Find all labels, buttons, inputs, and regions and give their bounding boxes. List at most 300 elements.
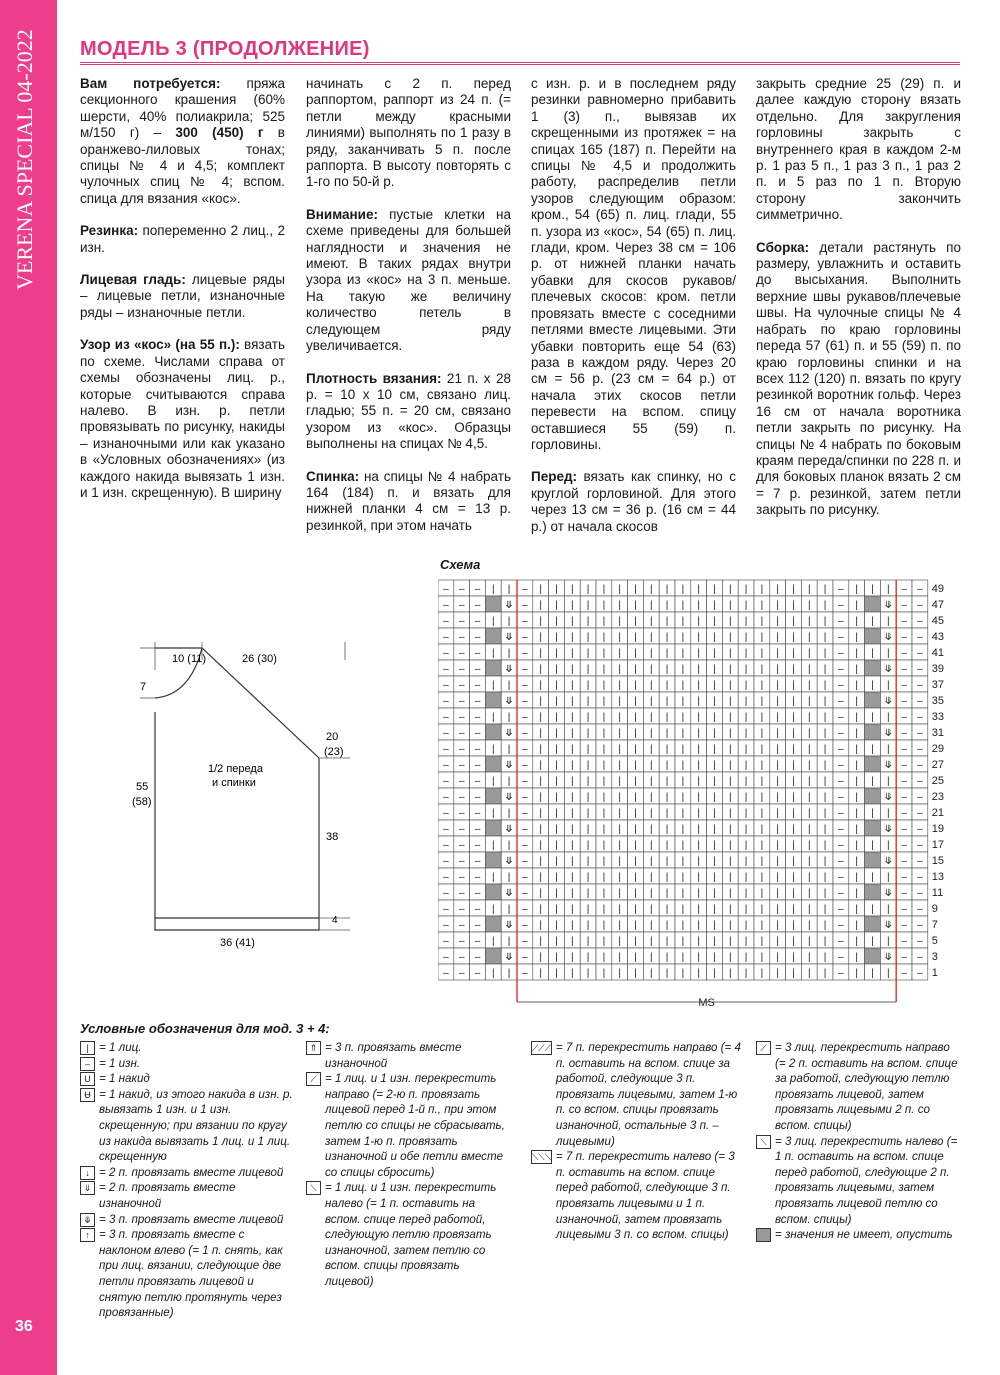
chart-symbol: |	[618, 616, 622, 627]
chart-symbol: |	[713, 792, 716, 803]
chart-symbol: |	[570, 744, 574, 755]
chart-symbol: –	[458, 664, 465, 675]
chart-symbol: ⤋	[504, 952, 514, 963]
chart-symbol: –	[458, 680, 465, 691]
chart-symbol: –	[474, 824, 481, 835]
chart-symbol: |	[586, 872, 590, 883]
chart-symbol: –	[474, 952, 481, 963]
chart-symbol: –	[838, 792, 844, 803]
chart-cell	[485, 660, 501, 676]
paragraph: Резинка: попеременно 2 лиц., 2 изн.	[80, 223, 285, 255]
chart-symbol: |	[649, 616, 653, 627]
chart-symbol: –	[443, 792, 449, 803]
chart-symbol: |	[760, 952, 764, 963]
text-column-4	[756, 76, 961, 535]
legend-text: = 1 накид, из этого накида в изн. р. вывязать 1 изн. и 1 изн. скрещенную; при вязании по кругу из накида вывязать 1 лиц. и 1 лиц. скрещенную	[99, 1087, 293, 1164]
chart-symbol: |	[744, 936, 748, 947]
chart-symbol: |	[618, 952, 622, 963]
chart-cell	[485, 724, 501, 740]
chart-symbol: |	[792, 792, 795, 803]
chart-symbol: –	[917, 920, 923, 931]
chart-symbol: |	[776, 920, 780, 931]
chart-symbol: |	[555, 600, 558, 611]
chart-symbol: –	[917, 792, 923, 803]
chart-symbol: |	[871, 840, 874, 851]
chart-symbol: |	[807, 680, 811, 691]
row-number: 3	[931, 951, 938, 963]
legend-item	[80, 1180, 295, 1211]
chart-symbol: ⤋	[504, 888, 514, 899]
chart-symbol: |	[744, 728, 748, 739]
chart-symbol: |	[776, 872, 780, 883]
chart-symbol: |	[744, 760, 748, 771]
chart-symbol: |	[618, 904, 622, 915]
chart-symbol: |	[539, 936, 543, 947]
chart-symbol: –	[901, 584, 907, 595]
chart-symbol: |	[618, 744, 622, 755]
chart-symbol: |	[728, 808, 732, 819]
chart-symbol: |	[681, 728, 685, 739]
chart-symbol: |	[649, 632, 653, 643]
chart-symbol: |	[697, 712, 701, 723]
legend-symbol-icon: ↑	[80, 1228, 95, 1242]
chart-symbol: |	[570, 648, 574, 659]
legend-item	[531, 1040, 746, 1149]
chart-symbol: –	[443, 936, 449, 947]
chart-symbol: –	[917, 728, 923, 739]
chart-symbol: |	[665, 856, 669, 867]
page-title: МОДЕЛЬ 3 (ПРОДОЛЖЕНИЕ)	[80, 38, 370, 60]
chart-symbol: –	[838, 776, 844, 787]
chart-symbol: |	[602, 968, 606, 979]
legend-column-2	[306, 1040, 511, 1290]
chart-symbol: |	[776, 936, 780, 947]
chart-symbol: |	[871, 808, 874, 819]
chart-symbol: –	[917, 936, 923, 947]
chart-symbol: –	[838, 632, 844, 643]
legend-symbol-icon: ⤋	[80, 1213, 95, 1227]
chart-symbol: –	[917, 824, 923, 835]
chart-symbol: –	[838, 872, 844, 883]
chart-symbol: |	[491, 776, 495, 787]
chart-symbol: |	[823, 584, 827, 595]
chart-symbol: |	[602, 824, 606, 835]
legend-text: = 3 лиц. перекрестить направо (= 2 п. оставить на вспом. спице за работой, следующую петлю провязать лицевой, затем провязать лицевыми 2 п. со вспом. спицы)	[775, 1041, 958, 1132]
chart-symbol: |	[697, 600, 701, 611]
legend-item	[756, 1134, 961, 1228]
chart-symbol: |	[665, 792, 669, 803]
chart-cell	[865, 788, 881, 804]
chart-symbol: –	[443, 760, 449, 771]
row-number: 1	[931, 967, 938, 979]
chart-symbol: |	[681, 664, 685, 675]
chart-symbol: |	[681, 776, 685, 787]
chart-symbol: |	[807, 696, 811, 707]
legend-item	[80, 1056, 295, 1072]
chart-symbol: |	[539, 664, 543, 675]
chart-symbol: |	[586, 712, 590, 723]
chart-symbol: |	[792, 664, 795, 675]
chart-symbol: |	[807, 792, 811, 803]
legend-symbol-icon: U	[80, 1072, 95, 1086]
chart-symbol: |	[728, 968, 732, 979]
chart-symbol: |	[634, 920, 637, 931]
chart-symbol: |	[681, 968, 685, 979]
chart-symbol: –	[458, 600, 465, 611]
chart-symbol: |	[665, 936, 669, 947]
chart-symbol: |	[570, 840, 574, 851]
chart-symbol: |	[618, 840, 622, 851]
chart-symbol: –	[917, 904, 923, 915]
chart-symbol: –	[901, 936, 907, 947]
chart-symbol: |	[728, 904, 732, 915]
row-number: 15	[931, 855, 945, 867]
chart-symbol: |	[555, 888, 558, 899]
chart-symbol: –	[917, 808, 923, 819]
chart-symbol: –	[458, 872, 465, 883]
chart-symbol: –	[838, 904, 844, 915]
chart-symbol: |	[823, 776, 827, 787]
chart-symbol: |	[792, 584, 795, 595]
chart-symbol: |	[649, 728, 653, 739]
chart-cell	[865, 692, 881, 708]
chart-symbol: –	[522, 904, 528, 915]
chart-symbol: –	[474, 840, 481, 851]
chart-symbol: |	[871, 936, 874, 947]
chart-symbol: |	[728, 888, 732, 899]
chart-symbol: ⤋	[504, 824, 514, 835]
chart-symbol: |	[823, 712, 827, 723]
chart-symbol: |	[634, 936, 637, 947]
chart-symbol: |	[760, 632, 764, 643]
text-column-3	[531, 76, 736, 551]
chart-symbol: |	[807, 632, 811, 643]
chart-symbol: |	[744, 680, 748, 691]
chart-symbol: –	[522, 600, 528, 611]
chart-symbol: |	[634, 696, 637, 707]
chart-symbol: |	[665, 728, 669, 739]
chart-symbol: |	[760, 920, 764, 931]
chart-symbol: |	[681, 760, 685, 771]
chart-symbol: |	[744, 632, 748, 643]
chart-symbol: |	[681, 696, 685, 707]
chart-symbol: |	[871, 968, 874, 979]
chart-symbol: |	[760, 648, 764, 659]
paragraph: Плотность вязания: 21 п. х 28 р. = 10 х 10 см, связано лиц. гладью; 55 п. = 20 см, связано узором из «кос». Образцы выполнены на спицах № 4,5.	[306, 370, 511, 452]
chart-symbol: –	[522, 968, 528, 979]
chart-symbol: |	[665, 648, 669, 659]
chart-symbol: |	[760, 712, 764, 723]
chart-symbol: –	[474, 776, 481, 787]
chart-symbol: |	[539, 728, 543, 739]
chart-symbol: |	[855, 616, 859, 627]
chart-symbol: |	[539, 824, 543, 835]
chart-symbol: |	[618, 728, 622, 739]
chart-symbol: |	[491, 968, 495, 979]
legend-text: = 3 п. провязать вместе с наклоном влево (= 1 п. снять, как при лиц. вязании, следующие две петли провязать лицевой и снятую петлю протянуть через провязанные)	[99, 1228, 283, 1320]
chart-symbol: |	[539, 840, 543, 851]
chart-symbol: |	[570, 696, 574, 707]
chart-symbol: |	[649, 696, 653, 707]
chart-symbol: ⤋	[884, 888, 893, 899]
chart-symbol: |	[555, 728, 558, 739]
chart-symbol: |	[886, 744, 890, 755]
chart-symbol: |	[570, 600, 574, 611]
chart-symbol: |	[792, 824, 795, 835]
chart-symbol: |	[776, 712, 780, 723]
chart-symbol: |	[807, 904, 811, 915]
chart-symbol: |	[634, 712, 637, 723]
chart-symbol: –	[838, 824, 844, 835]
chart-symbol: |	[681, 616, 685, 627]
neck-width: 10 (11)	[172, 653, 207, 665]
chart-symbol: |	[760, 584, 764, 595]
chart-symbol: |	[697, 968, 701, 979]
chart-symbol: –	[522, 584, 528, 595]
chart-symbol: –	[458, 824, 465, 835]
chart-symbol: |	[618, 872, 622, 883]
chart-symbol: |	[807, 824, 811, 835]
chart-symbol: |	[823, 968, 827, 979]
legend-item	[80, 1071, 295, 1087]
chart-symbol: –	[522, 680, 528, 691]
chart-symbol: |	[728, 840, 732, 851]
chart-symbol: |	[649, 872, 653, 883]
legend-item	[306, 1071, 511, 1180]
chart-symbol: –	[838, 936, 844, 947]
chart-symbol: |	[713, 728, 716, 739]
chart-symbol: |	[507, 648, 511, 659]
chart-symbol: |	[681, 632, 685, 643]
chart-symbol: –	[917, 856, 923, 867]
chart-symbol: |	[649, 664, 653, 675]
chart-symbol: |	[602, 664, 606, 675]
chart-symbol: |	[728, 792, 732, 803]
chart-symbol: |	[760, 936, 764, 947]
chart-symbol: |	[776, 968, 780, 979]
chart-symbol: |	[886, 840, 890, 851]
paragraph: закрыть средние 25 (29) п. и далее каждую сторону вязать отдельно. Для закругления горловины закрыть с внутреннего края в каждом 2-м р. 1 раз 5 п., 1 раз 3 п., 1 раз 2 п. и 5 раз по 1 п. Вторую сторону закончить симметрично.	[756, 76, 961, 223]
chart-symbol: |	[665, 616, 669, 627]
legend-symbol-icon: ⟋⟋⟋	[532, 1043, 551, 1053]
chart-symbol: |	[649, 840, 653, 851]
chart-symbol: |	[681, 904, 685, 915]
chart-symbol: |	[776, 840, 780, 851]
chart-symbol: –	[522, 872, 528, 883]
chart-symbol: |	[871, 712, 874, 723]
chart-symbol: |	[665, 632, 669, 643]
chart-symbol: |	[776, 856, 780, 867]
row-number: 17	[931, 839, 945, 851]
chart-symbol: |	[713, 744, 716, 755]
chart-symbol: |	[823, 744, 827, 755]
chart-symbol: –	[458, 952, 465, 963]
chart-symbol: |	[871, 584, 874, 595]
chart-symbol: |	[792, 696, 795, 707]
chart-cell	[865, 756, 881, 772]
chart-symbol: –	[901, 872, 907, 883]
row-number: 45	[931, 615, 945, 627]
chart-symbol: |	[602, 744, 606, 755]
chart-symbol: |	[697, 728, 701, 739]
chart-symbol: |	[634, 952, 637, 963]
chart-symbol: |	[886, 712, 890, 723]
chart-symbol: –	[474, 808, 481, 819]
chart-symbol: |	[760, 856, 764, 867]
chart-symbol: |	[618, 680, 622, 691]
chart-symbol: –	[522, 888, 528, 899]
chart-symbol: |	[760, 840, 764, 851]
chart-symbol: |	[618, 696, 622, 707]
chart-symbol: |	[855, 664, 859, 675]
chart-symbol: –	[917, 776, 923, 787]
chart-symbol: |	[618, 712, 622, 723]
chart-symbol: ⤋	[884, 856, 893, 867]
chart-symbol: |	[634, 968, 637, 979]
chart-symbol: |	[665, 888, 669, 899]
chart-symbol: ⤋	[504, 600, 514, 611]
chart-symbol: –	[917, 680, 923, 691]
chart-symbol: –	[901, 744, 907, 755]
chart-symbol: |	[886, 808, 890, 819]
chart-symbol: |	[871, 744, 874, 755]
chart-symbol: –	[443, 856, 449, 867]
row-number: 25	[931, 775, 945, 787]
chart-symbol: |	[507, 616, 511, 627]
chart-symbol: –	[443, 904, 449, 915]
magazine-label: VERENA SPECIAL 04-2022	[12, 29, 37, 290]
chart-symbol: |	[570, 888, 574, 899]
chart-symbol: |	[871, 776, 874, 787]
chart-symbol: –	[458, 776, 465, 787]
row-number: 35	[931, 695, 945, 707]
chart-symbol: |	[744, 808, 748, 819]
chart-symbol: |	[649, 648, 653, 659]
chart-symbol: |	[618, 632, 622, 643]
chart-symbol: |	[697, 616, 701, 627]
chart-symbol: –	[917, 888, 923, 899]
chart-symbol: |	[776, 744, 780, 755]
chart-cell	[865, 660, 881, 676]
chart-symbol: –	[522, 744, 528, 755]
schema-title: Схема	[440, 557, 481, 572]
chart-symbol: |	[776, 664, 780, 675]
chart-symbol: –	[917, 744, 923, 755]
chart-symbol: –	[917, 760, 923, 771]
band-height: 4	[332, 915, 338, 926]
chart-symbol: |	[697, 664, 701, 675]
chart-symbol: –	[458, 728, 465, 739]
chart-cell	[865, 884, 881, 900]
legend-item	[756, 1040, 961, 1134]
chart-symbol: |	[823, 648, 827, 659]
chart-symbol: ⤋	[504, 856, 514, 867]
chart-symbol: |	[602, 696, 606, 707]
chart-symbol: |	[744, 920, 748, 931]
chart-symbol: |	[713, 952, 716, 963]
chart-symbol: –	[443, 744, 449, 755]
row-number: 9	[931, 903, 938, 915]
chart-symbol: –	[443, 600, 449, 611]
chart-symbol: |	[618, 936, 622, 947]
chart-symbol: |	[586, 616, 590, 627]
chart-symbol: |	[634, 744, 637, 755]
row-number: 43	[931, 631, 945, 643]
chart-symbol: |	[792, 968, 795, 979]
legend-symbol-icon: ⇓	[80, 1181, 95, 1195]
chart-symbol: |	[586, 696, 590, 707]
chart-symbol: –	[522, 952, 528, 963]
chart-symbol: |	[713, 888, 716, 899]
paragraph: с изн. р. и в последнем ряду резинки равномерно прибавить 1 (3) п., вывязав их скрещенными из протяжек = на спицах 165 (187) п. Перейти на спицы № 4,5 и продолжить работу, распределив петли узоров следующим образом: кром., 54 (65) п. лиц. глади, 55 п. узора из «кос», 54 (65) п. лиц. глади, кром. Через 38 см = 106 р. от нижней планки начать убавки для скосов рукавов/плечевых скосов: кром. петли провязать вместе с соседними петлями вместе лицевыми. Эти убавки повторить еще 54 (63) раза в каждом ряду. Через 20 см = 56 р. (23 см = 64 р.) от начала этих скосов петли перевести на вспом. спицу оставшиеся 55 (59) п. горловины.	[531, 76, 736, 452]
chart-symbol: –	[901, 856, 907, 867]
chart-symbol: |	[744, 856, 748, 867]
chart-symbol: |	[586, 888, 590, 899]
chart-symbol: |	[507, 808, 511, 819]
chart-symbol: |	[602, 616, 606, 627]
chart-symbol: –	[838, 760, 844, 771]
chart-symbol: |	[491, 808, 495, 819]
chart-symbol: |	[634, 584, 637, 595]
chart-symbol: –	[901, 904, 907, 915]
chart-symbol: –	[838, 616, 844, 627]
chart-symbol: |	[586, 952, 590, 963]
chart-symbol: |	[618, 888, 622, 899]
chart-symbol: |	[807, 616, 811, 627]
chart-symbol: –	[917, 696, 923, 707]
chart-symbol: |	[602, 904, 606, 915]
chart-symbol: |	[807, 744, 811, 755]
chart-symbol: |	[744, 584, 748, 595]
chart-symbol: –	[522, 712, 528, 723]
chart-symbol: |	[618, 808, 622, 819]
text-column-2	[306, 76, 511, 550]
chart-symbol: –	[443, 808, 449, 819]
chart-symbol: |	[760, 696, 764, 707]
chart-symbol: |	[776, 696, 780, 707]
chart-symbol: –	[443, 840, 449, 851]
chart-symbol: ⤋	[504, 760, 514, 771]
chart-symbol: |	[555, 776, 558, 787]
chart-symbol: |	[602, 760, 606, 771]
chart-symbol: |	[555, 664, 558, 675]
chart-symbol: |	[697, 840, 701, 851]
chart-symbol: |	[697, 824, 701, 835]
chart-symbol: –	[458, 888, 465, 899]
chart-cell	[865, 724, 881, 740]
chart-symbol: –	[917, 872, 923, 883]
chart-symbol: –	[901, 600, 907, 611]
legend-text: = 1 изн.	[99, 1056, 141, 1070]
chart-symbol: |	[634, 632, 637, 643]
chart-symbol: |	[602, 792, 606, 803]
chart-symbol: |	[744, 872, 748, 883]
chart-symbol: |	[855, 824, 859, 835]
chart-symbol: |	[855, 920, 859, 931]
row-number: 11	[931, 887, 944, 899]
chart-symbol: –	[474, 936, 481, 947]
legend-text: = 3 п. провязать вместе изнаночной	[325, 1041, 462, 1070]
chart-symbol: |	[823, 728, 827, 739]
chart-symbol: –	[838, 856, 844, 867]
chart-symbol: |	[760, 744, 764, 755]
chart-symbol: |	[649, 936, 653, 947]
chart-symbol: |	[744, 824, 748, 835]
chart-symbol: –	[458, 856, 465, 867]
chart-symbol: |	[807, 712, 811, 723]
chart-symbol: |	[697, 792, 701, 803]
chart-symbol: |	[713, 616, 716, 627]
